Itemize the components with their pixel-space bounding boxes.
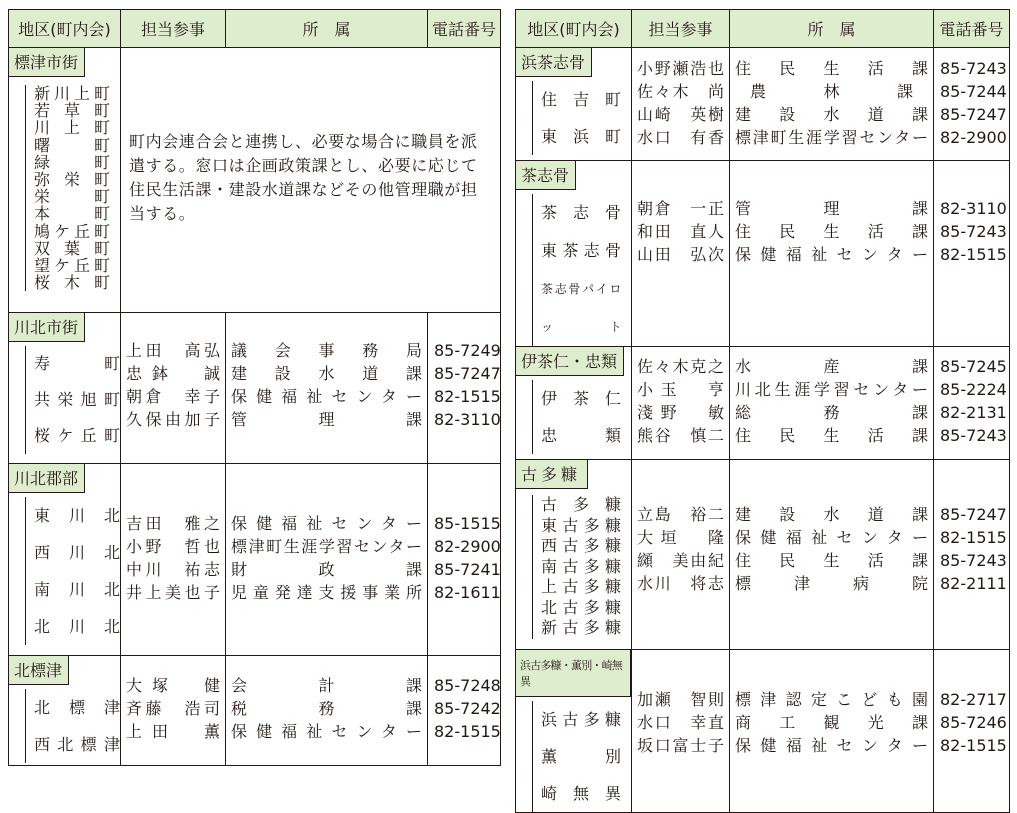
- town-name: 桜ケ丘町: [34, 426, 120, 445]
- header-dept: 所 属: [226, 10, 428, 48]
- region-label: 古多糠: [516, 460, 588, 489]
- person-name: 水口 有香: [637, 128, 724, 147]
- header-dept: 所 属: [730, 10, 934, 48]
- person-cell: [121, 313, 226, 464]
- dept-name: 保健福祉センター: [231, 387, 422, 406]
- table-row: [516, 347, 1010, 460]
- table-row: [9, 464, 501, 656]
- region-label: 川北郡部: [9, 464, 85, 493]
- person-name: 井上美也子: [126, 583, 220, 602]
- phone-number: 85-7246: [940, 713, 1007, 732]
- person-cell: [632, 48, 730, 161]
- town-name: 伊茶仁: [541, 389, 621, 408]
- town-list: [532, 380, 621, 454]
- dept-name: 総務課: [735, 403, 928, 422]
- town-name: 若草町: [34, 101, 110, 121]
- phone-number: 85-7243: [940, 222, 1007, 241]
- phone-cell: [934, 347, 1010, 460]
- region-label: 茶志骨: [516, 161, 576, 190]
- phone-number: 82-3110: [940, 199, 1007, 218]
- header-region: 地区(町内会): [516, 10, 632, 48]
- town-list: [532, 701, 621, 812]
- phone-number: 82-2111: [940, 574, 1007, 593]
- right-table: [515, 9, 1010, 813]
- region-label: 北標津: [9, 656, 69, 685]
- town-name: 本町: [34, 204, 110, 224]
- town-list: [532, 495, 621, 639]
- phone-number: 85-7249: [434, 341, 501, 360]
- dept-name: 保健福祉センター: [735, 245, 928, 264]
- town-name: 望ケ丘町: [34, 256, 110, 276]
- person-name: 佐々木 尚: [637, 82, 724, 101]
- dept-cell: [730, 460, 934, 650]
- person-cell: [632, 347, 730, 460]
- town-name: 新川上町: [34, 84, 110, 103]
- person-name: 朝倉 幸子: [126, 387, 220, 406]
- phone-number: 85-1515: [434, 514, 501, 533]
- dept-name: 財政課: [231, 560, 422, 579]
- person-cell: [121, 464, 226, 656]
- town-list: [532, 81, 621, 155]
- phone-cell: [934, 460, 1010, 650]
- region-label: 浜古多糠・薫別・崎無異: [516, 650, 631, 697]
- note-text: 町内会連合会と連携し、必要な場合に職員を派遣する。窓口は企画政策課とし、必要に応じて住民生活課・建設水道課などその他管理職が担当する。: [129, 132, 478, 223]
- town-name: 西古多糠: [541, 536, 621, 555]
- dept-name: 住民生活課: [735, 222, 928, 241]
- phone-number: 82-1515: [940, 736, 1007, 755]
- town-name: 曙町: [34, 135, 110, 155]
- person-name: 小野瀬浩也: [637, 59, 724, 78]
- person-name: 立島 裕二: [637, 505, 724, 524]
- town-list: [25, 85, 110, 291]
- person-name: 大塚 健: [126, 676, 220, 695]
- note-cell: [121, 48, 501, 313]
- person-name: 坂口富士子: [637, 736, 724, 755]
- dept-name: 管理課: [231, 410, 422, 429]
- town-name: 弥栄町: [34, 170, 110, 190]
- town-name: 崎無異: [541, 784, 621, 803]
- town-name: 寿町: [34, 354, 120, 373]
- town-list: [25, 497, 120, 645]
- phone-cell: [934, 650, 1010, 813]
- phone-number: 85-7243: [940, 59, 1007, 78]
- person-name: 斉藤 浩司: [126, 699, 220, 718]
- phone-number: 85-7242: [434, 699, 501, 718]
- dept-name: 標津町生涯学習センター: [735, 128, 928, 147]
- town-name: 緑町: [34, 152, 110, 172]
- dept-name: 議会事務局: [231, 341, 422, 360]
- region-cell: [516, 161, 632, 347]
- phone-number: 85-7243: [940, 551, 1007, 570]
- dept-name: 児童発達支援事業所: [231, 583, 422, 602]
- person-cell: [632, 650, 730, 813]
- dept-name: 農林課: [750, 82, 913, 101]
- table-row: [516, 460, 1010, 650]
- town-name: 薫別: [541, 747, 621, 766]
- town-list: [25, 346, 120, 454]
- person-name: 加瀬 智則: [637, 690, 724, 709]
- town-name: 北古多糠: [541, 597, 621, 617]
- region-label: 浜茶志骨: [516, 48, 592, 77]
- person-name: 水川 将志: [637, 574, 724, 593]
- person-name: 中川 祐志: [126, 560, 220, 579]
- phone-number: 82-2900: [940, 128, 1007, 147]
- town-name: 茶志骨パイロット: [541, 282, 621, 334]
- person-name: 水口 幸直: [637, 713, 724, 732]
- town-name: 東古多糠: [541, 515, 621, 535]
- phone-number: 82-1515: [434, 722, 501, 741]
- town-name: 古多糠: [541, 495, 621, 514]
- dept-name: 標津認定こども園: [735, 690, 928, 709]
- header-person: 担当参事: [121, 10, 226, 48]
- dept-name: 住民生活課: [735, 551, 928, 570]
- person-cell: [632, 161, 730, 347]
- town-name: 茶志骨: [541, 203, 621, 222]
- table-row: [9, 656, 501, 766]
- phone-number: 85-7243: [940, 426, 1007, 445]
- table-row: [9, 313, 501, 464]
- region-cell: [9, 464, 121, 656]
- phone-number: 85-7247: [940, 105, 1007, 124]
- phone-number: 82-3110: [434, 410, 501, 429]
- phone-cell: [428, 464, 501, 656]
- phone-number: 85-7247: [940, 505, 1007, 524]
- dept-cell: [730, 347, 934, 460]
- header-person: 担当参事: [632, 10, 730, 48]
- town-list: [532, 194, 621, 346]
- dept-name: 保健福祉センター: [735, 736, 928, 755]
- town-name: 共栄旭町: [34, 390, 120, 409]
- region-label: 川北市街: [9, 313, 85, 342]
- table-row: [516, 650, 1010, 813]
- person-name: 忠鉢 誠: [126, 364, 220, 383]
- dept-name: 保健福祉センター: [735, 528, 928, 547]
- town-name: 川上町: [34, 118, 110, 138]
- dept-cell: [226, 313, 428, 464]
- region-cell: [516, 650, 632, 813]
- town-name: 西北標津: [34, 735, 120, 754]
- header-phone: 電話番号: [428, 10, 501, 48]
- dept-name: 標津町生涯学習センター: [231, 537, 422, 556]
- dept-name: 建設水道課: [735, 105, 928, 124]
- header-phone: 電話番号: [934, 10, 1010, 48]
- dept-name: 管理課: [735, 199, 928, 218]
- town-name: 南川北: [34, 580, 120, 599]
- table-row: [9, 48, 501, 313]
- dept-name: 保健福祉センター: [231, 722, 422, 741]
- phone-number: 82-1515: [940, 528, 1007, 547]
- phone-number: 85-7248: [434, 676, 501, 695]
- table-row: [516, 161, 1010, 347]
- dept-name: 標津病院: [735, 574, 928, 593]
- town-list: [25, 689, 120, 763]
- person-name: 佐々木克之: [637, 357, 724, 376]
- region-cell: [9, 48, 121, 313]
- dept-name: 住民生活課: [735, 59, 928, 78]
- dept-cell: [226, 464, 428, 656]
- phone-cell: [428, 313, 501, 464]
- dept-name: 川北生涯学習センター: [735, 380, 928, 399]
- dept-name: 建設水道課: [231, 364, 422, 383]
- phone-number: 82-1515: [940, 245, 1007, 264]
- dept-name: 保健福祉センター: [231, 514, 422, 533]
- dept-cell: [730, 161, 934, 347]
- region-cell: [9, 656, 121, 766]
- dept-cell: [226, 656, 428, 766]
- dept-name: 水産課: [735, 357, 928, 376]
- town-name: 双葉町: [34, 238, 110, 258]
- town-name: 住吉町: [541, 90, 621, 109]
- region-cell: [516, 460, 632, 650]
- phone-number: 82-1611: [434, 583, 501, 602]
- town-name: 北標津: [34, 698, 120, 717]
- person-name: 大垣 隆: [637, 528, 724, 547]
- town-name: 忠類: [541, 426, 621, 445]
- person-name: 熊谷 慎二: [637, 426, 724, 445]
- person-cell: [121, 656, 226, 766]
- person-name: 吉田 雅之: [126, 514, 220, 533]
- town-name: 上古多糠: [541, 577, 621, 596]
- person-name: 久保由加子: [126, 410, 220, 429]
- town-name: 新古多糠: [541, 618, 621, 637]
- left-table: [8, 9, 501, 766]
- town-name: 浜古多糠: [541, 710, 621, 729]
- dept-name: 会計課: [231, 676, 422, 695]
- table-row: [516, 48, 1010, 161]
- phone-number: 82-2131: [940, 403, 1007, 422]
- person-name: 淺野 敏: [637, 403, 724, 422]
- phone-number: 85-7244: [940, 82, 1007, 101]
- town-name: 東川北: [34, 506, 120, 525]
- phone-cell: [934, 161, 1010, 347]
- person-name: 山田 弘次: [637, 245, 724, 264]
- person-name: 上田 薫: [126, 722, 220, 741]
- town-name: 東茶志骨: [541, 241, 621, 260]
- region-cell: [516, 48, 632, 161]
- header-region: 地区(町内会): [9, 10, 121, 48]
- person-name: 和田 直人: [637, 222, 724, 241]
- phone-number: 82-1515: [434, 387, 501, 406]
- person-name: 山崎 英樹: [637, 105, 724, 124]
- dept-cell: [730, 48, 934, 161]
- phone-number: 85-7245: [940, 357, 1007, 376]
- person-name: 上田 高弘: [126, 341, 220, 360]
- dept-name: 建設水道課: [735, 505, 928, 524]
- dept-name: 税務課: [231, 699, 422, 718]
- phone-number: 82-2717: [940, 690, 1007, 709]
- person-name: 小野 哲也: [126, 537, 220, 556]
- phone-number: 82-2900: [434, 537, 501, 556]
- person-name: 小玉 亨: [637, 380, 724, 399]
- dept-name: 住民生活課: [735, 426, 928, 445]
- region-cell: [516, 347, 632, 460]
- region-label: 伊茶仁・忠類: [516, 347, 624, 376]
- town-name: 桜木町: [34, 273, 110, 293]
- phone-number: 85-7247: [434, 364, 501, 383]
- town-name: 東浜町: [541, 127, 621, 146]
- town-name: 西川北: [34, 543, 120, 562]
- person-name: 朝倉 一正: [637, 199, 724, 218]
- town-name: 栄町: [34, 187, 110, 207]
- person-cell: [632, 460, 730, 650]
- town-name: 鳩ケ丘町: [34, 221, 110, 241]
- dept-cell: [730, 650, 934, 813]
- phone-number: 85-7241: [434, 560, 501, 579]
- town-name: 南古多糠: [541, 556, 621, 576]
- dept-name: 商工観光課: [735, 713, 928, 732]
- town-name: 北川北: [34, 617, 120, 636]
- phone-number: 85-2224: [940, 380, 1007, 399]
- phone-cell: [934, 48, 1010, 161]
- phone-cell: [428, 656, 501, 766]
- region-cell: [9, 313, 121, 464]
- person-name: 纐 美由紀: [637, 551, 724, 570]
- region-label: 標津市街: [9, 48, 85, 77]
